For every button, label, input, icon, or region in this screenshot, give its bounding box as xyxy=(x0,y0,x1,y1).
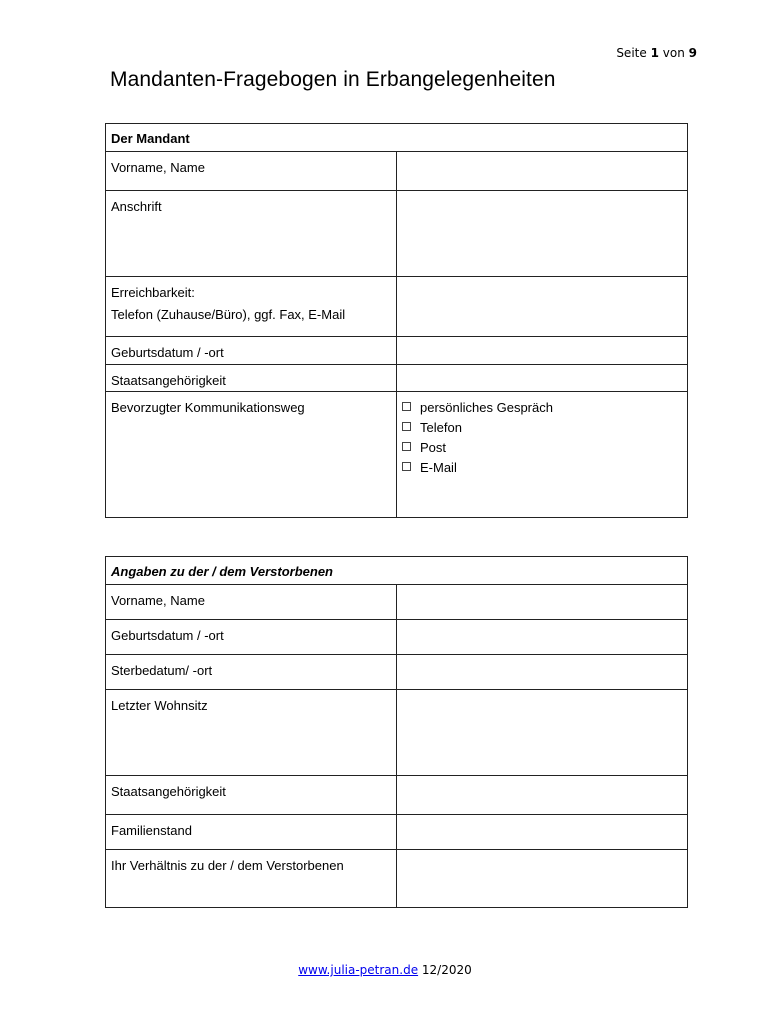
client-reach-label-line2: Telefon (Zuhause/Büro), ggf. Fax, E-Mail xyxy=(111,307,346,322)
deceased-table xyxy=(105,556,688,908)
deceased-birth-row xyxy=(106,620,688,655)
page-number xyxy=(616,46,697,60)
deceased-relation-label: Ihr Verhältnis zu der / dem Verstorbenen xyxy=(106,850,397,908)
deceased-residence-label: Letzter Wohnsitz xyxy=(106,690,397,776)
client-address-label: Anschrift xyxy=(106,191,397,277)
deceased-residence-field[interactable] xyxy=(397,690,688,776)
comm-option-label: persönliches Gespräch xyxy=(420,400,553,415)
client-birth-field[interactable] xyxy=(397,337,688,365)
client-address-field[interactable] xyxy=(397,191,688,277)
client-reach-label xyxy=(106,277,397,337)
deceased-birth-label: Geburtsdatum / -ort xyxy=(106,620,397,655)
deceased-nationality-field[interactable] xyxy=(397,776,688,815)
client-nationality-field[interactable] xyxy=(397,365,688,392)
deceased-marital-field[interactable] xyxy=(397,815,688,850)
client-comm-row xyxy=(106,392,688,518)
client-reach-field[interactable] xyxy=(397,277,688,337)
client-nationality-row xyxy=(106,365,688,392)
client-birth-label: Geburtsdatum / -ort xyxy=(106,337,397,365)
client-nationality-label: Staatsangehörigkeit xyxy=(106,365,397,392)
client-reach-label-line1: Erreichbarkeit: xyxy=(111,285,195,300)
page-title: Mandanten-Fragebogen in Erbangelegenheiten xyxy=(110,68,556,91)
page-current: 1 xyxy=(650,46,659,60)
client-comm-label: Bevorzugter Kommunikationsweg xyxy=(106,392,397,518)
deceased-nationality-label: Staatsangehörigkeit xyxy=(106,776,397,815)
page-sep: von xyxy=(662,46,685,60)
deceased-relation-row xyxy=(106,850,688,908)
checkbox-icon[interactable] xyxy=(402,402,411,411)
deceased-death-field[interactable] xyxy=(397,655,688,690)
deceased-birth-field[interactable] xyxy=(397,620,688,655)
footer xyxy=(0,963,770,977)
client-address-row xyxy=(106,191,688,277)
client-comm-options xyxy=(397,392,688,518)
website-link[interactable]: www.julia-petran.de xyxy=(298,963,419,977)
client-name-row xyxy=(106,152,688,191)
client-name-field[interactable] xyxy=(397,152,688,191)
deceased-name-label: Vorname, Name xyxy=(106,585,397,620)
deceased-residence-row xyxy=(106,690,688,776)
comm-option-email[interactable] xyxy=(402,458,682,478)
comm-option-phone[interactable] xyxy=(402,418,682,438)
deceased-name-field[interactable] xyxy=(397,585,688,620)
checkbox-icon[interactable] xyxy=(402,422,411,431)
deceased-name-row xyxy=(106,585,688,620)
checkbox-icon[interactable] xyxy=(402,442,411,451)
deceased-marital-label: Familienstand xyxy=(106,815,397,850)
page-prefix: Seite xyxy=(616,46,647,60)
footer-date: 12/2020 xyxy=(421,963,472,977)
client-reach-row xyxy=(106,277,688,337)
comm-option-post[interactable] xyxy=(402,438,682,458)
checkbox-icon[interactable] xyxy=(402,462,411,471)
comm-option-label: Post xyxy=(420,440,447,455)
deceased-relation-field[interactable] xyxy=(397,850,688,908)
comm-option-personal[interactable] xyxy=(402,398,682,418)
comm-option-label: E-Mail xyxy=(420,460,457,475)
client-birth-row xyxy=(106,337,688,365)
deceased-heading: Angaben zu der / dem Verstorbenen xyxy=(106,557,688,585)
deceased-death-row xyxy=(106,655,688,690)
comm-option-label: Telefon xyxy=(420,420,462,435)
deceased-death-label: Sterbedatum/ -ort xyxy=(106,655,397,690)
deceased-nationality-row xyxy=(106,776,688,815)
client-table xyxy=(105,123,688,518)
client-heading: Der Mandant xyxy=(106,124,688,152)
page-total: 9 xyxy=(688,46,697,60)
client-name-label: Vorname, Name xyxy=(106,152,397,191)
deceased-marital-row xyxy=(106,815,688,850)
